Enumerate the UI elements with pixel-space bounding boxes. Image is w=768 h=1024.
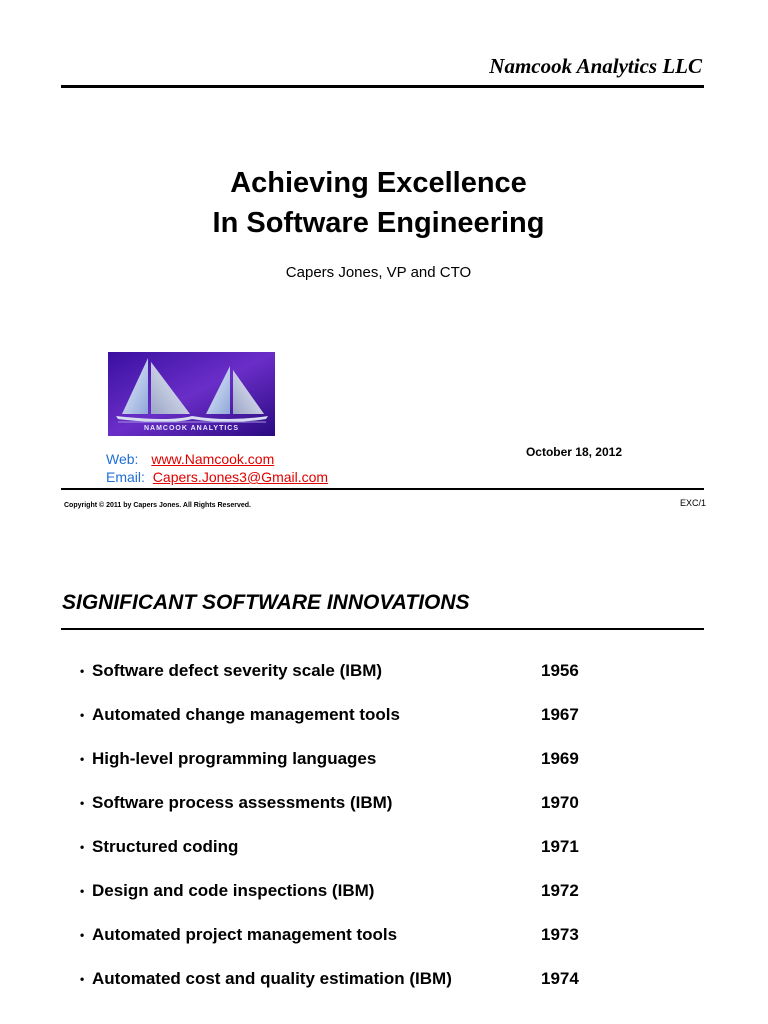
email-link[interactable]: Capers.Jones3@Gmail.com (152, 469, 329, 485)
innovation-text: Software defect severity scale (IBM) (92, 661, 383, 680)
list-item (80, 957, 640, 1001)
bullet-icon: • (80, 928, 85, 942)
section-rule (61, 628, 704, 630)
list-item (80, 649, 640, 693)
slide-number: EXC/1 (679, 498, 706, 508)
bullet-icon: • (80, 752, 85, 766)
innovation-text: Automated cost and quality estimation (IBM) (92, 969, 452, 988)
list-item (80, 693, 640, 737)
sailboats-logo-graphic (108, 352, 275, 436)
innovation-year: 1969 (541, 749, 579, 768)
page-title (0, 163, 757, 243)
web-label: Web: (106, 451, 139, 467)
innovation-text: High-level programming languages (92, 749, 377, 768)
presentation-date: October 18, 2012 (525, 445, 622, 459)
innovation-year: 1973 (541, 925, 579, 944)
innovation-text: Automated project management tools (92, 925, 398, 944)
innovations-list (80, 649, 640, 1001)
bullet-icon: • (80, 664, 85, 678)
innovation-year: 1956 (541, 661, 579, 680)
innovation-text: Automated change management tools (92, 705, 400, 724)
email-label: Email: (106, 469, 145, 485)
bullet-icon: • (80, 840, 85, 854)
section-title: SIGNIFICANT SOFTWARE INNOVATIONS (62, 591, 470, 614)
innovation-year: 1971 (541, 837, 579, 856)
footer-rule (61, 488, 704, 490)
title-line-1: Achieving Excellence (230, 167, 527, 199)
web-row (106, 450, 328, 468)
author-line: Capers Jones, VP and CTO (285, 264, 472, 281)
innovation-text: Structured coding (92, 837, 239, 856)
list-item (80, 737, 640, 781)
bullet-icon: • (80, 972, 85, 986)
title-line-2: In Software Engineering (212, 207, 545, 239)
email-row (106, 468, 328, 486)
web-link[interactable]: www.Namcook.com (151, 451, 275, 467)
innovation-year: 1967 (541, 705, 579, 724)
innovation-text: Design and code inspections (IBM) (92, 881, 375, 900)
header-rule (61, 85, 704, 88)
contact-block (106, 450, 328, 486)
innovation-year: 1970 (541, 793, 579, 812)
company-name: Namcook Analytics LLC (489, 54, 702, 78)
list-item (80, 825, 640, 869)
logo-text: NAMCOOK ANALYTICS (143, 425, 240, 432)
innovation-year: 1972 (541, 881, 579, 900)
list-item (80, 781, 640, 825)
list-item (80, 869, 640, 913)
innovation-year: 1974 (541, 969, 579, 988)
bullet-icon: • (80, 796, 85, 810)
namcook-logo (108, 352, 275, 436)
copyright-notice: Copyright © 2011 by Capers Jones. All Rights Reserved. (64, 502, 251, 509)
innovation-text: Software process assessments (IBM) (92, 793, 393, 812)
bullet-icon: • (80, 708, 85, 722)
bullet-icon: • (80, 884, 85, 898)
list-item (80, 913, 640, 957)
